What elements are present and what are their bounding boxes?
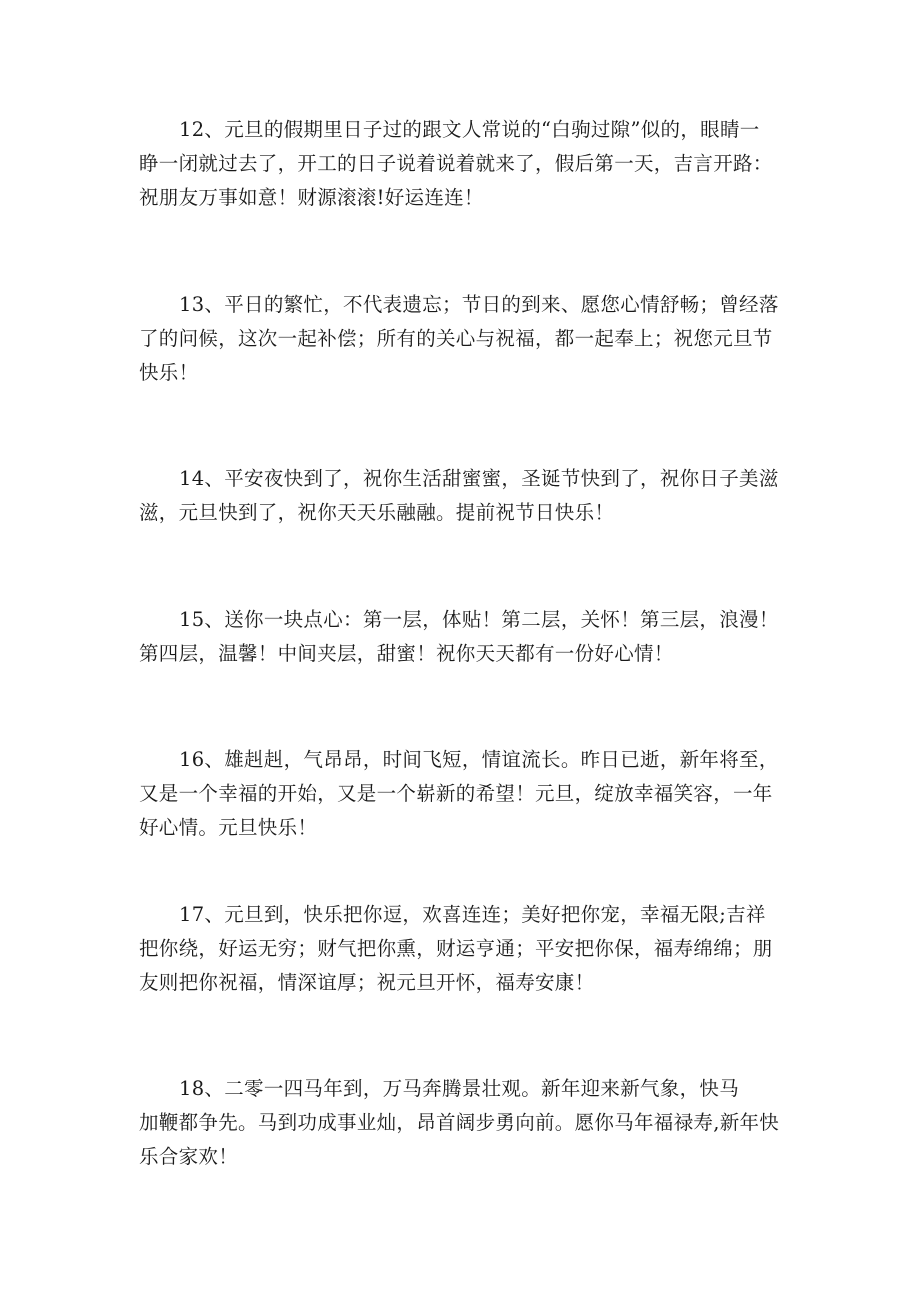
- paragraph-15: [139, 603, 789, 671]
- paragraph-line: 快乐！: [139, 361, 199, 384]
- paragraph-line: 好心情。元旦快乐！: [139, 816, 318, 839]
- paragraph-line: 第四层，温馨！中间夹层，甜蜜！祝你天天都有一份好心情！: [139, 642, 674, 665]
- paragraph-line: 了的问候，这次一起补偿；所有的关心与祝福，都一起奉上；祝您元旦节: [139, 327, 773, 350]
- paragraph-line: 睁一闭就过去了，开工的日子说着说着就来了，假后第一天，吉言开路：: [139, 152, 773, 175]
- paragraph-line: 把你绕，好运无穷；财气把你熏，财运亨通；平安把你保，福寿绵绵；朋: [139, 937, 773, 960]
- paragraph-line: 加鞭都争先。马到功成事业灿，昂首阔步勇向前。愿你马年福禄寿,新年快: [139, 1111, 780, 1134]
- paragraph-line: 15、送你一块点心：第一层，体贴！第二层，关怀！第三层，浪漫！: [179, 608, 779, 631]
- paragraph-line: 滋，元旦快到了，祝你天天乐融融。提前祝节日快乐！: [139, 501, 615, 524]
- paragraph-line: 16、雄赳赳，气昂昂，时间飞短，情谊流长。昨日已逝，新年将至，: [179, 748, 779, 771]
- paragraph-line: 乐合家欢！: [139, 1145, 239, 1168]
- paragraph-line: 13、平日的繁忙，不代表遗忘；节日的到来、愿您心情舒畅；曾经落: [179, 293, 779, 316]
- paragraph-17: [139, 898, 789, 1000]
- paragraph-line: 祝朋友万事如意！财源滚滚!好运连连！: [139, 186, 484, 209]
- paragraph-13: [139, 288, 789, 390]
- paragraph-line: 17、元旦到，快乐把你逗，欢喜连连；美好把你宠，幸福无限;吉祥: [179, 903, 766, 926]
- paragraph-18: [139, 1072, 789, 1174]
- paragraph-line: 12、元旦的假期里日子过的跟文人常说的“白驹过隙”似的，眼睛一: [179, 118, 760, 141]
- paragraph-12: [139, 113, 789, 215]
- paragraph-line: 又是一个幸福的开始，又是一个崭新的希望！元旦，绽放幸福笑容，一年: [139, 782, 773, 805]
- paragraph-line: 友则把你祝福，情深谊厚；祝元旦开怀，福寿安康！: [139, 971, 595, 994]
- paragraph-16: [139, 743, 789, 845]
- paragraph-line: 14、平安夜快到了，祝你生活甜蜜蜜，圣诞节快到了，祝你日子美滋: [179, 467, 779, 490]
- paragraph-14: [139, 462, 789, 530]
- paragraph-line: 18、二零一四马年到，万马奔腾景壮观。新年迎来新气象，快马: [179, 1077, 740, 1100]
